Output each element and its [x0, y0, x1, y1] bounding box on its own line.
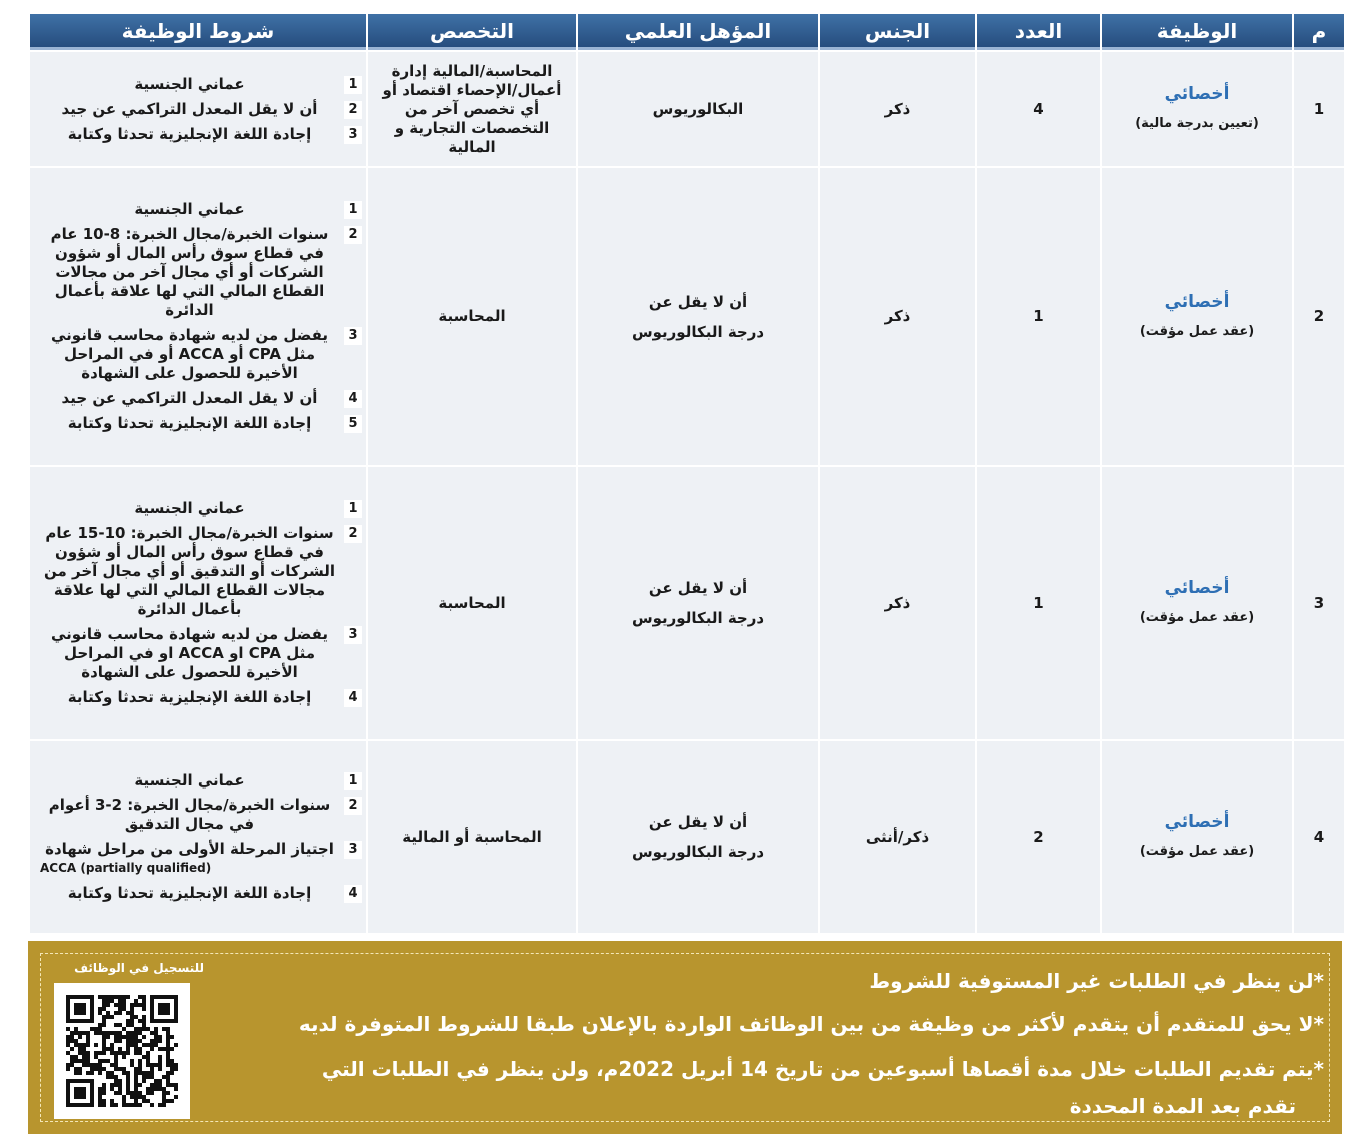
condition-item	[40, 771, 362, 790]
gender-cell: ذكر/أنثى	[820, 741, 975, 933]
qualification-line: أن لا يقل عن	[648, 292, 748, 311]
count-cell: 1	[977, 168, 1100, 465]
conditions-cell	[30, 467, 366, 739]
condition-text: إجادة اللغة الإنجليزية تحدثا وكتابة	[67, 414, 312, 432]
condition-number: 1	[344, 772, 362, 790]
condition-item	[40, 524, 362, 619]
table-row	[30, 168, 1344, 465]
condition-number: 3	[344, 126, 362, 144]
condition-item	[40, 796, 362, 834]
conditions-cell	[30, 52, 366, 166]
header-job: الوظيفة	[1102, 14, 1292, 50]
condition-text: يفضل من لديه شهادة محاسب قانوني مثل CPA او ACCA او في المراحل الأخيرة للحصول على الشهادة	[50, 625, 329, 681]
job-cell	[1102, 741, 1292, 933]
row-index: 3	[1294, 467, 1344, 739]
header-gender: الجنس	[820, 14, 975, 50]
job-title: أخصائي	[1164, 578, 1230, 598]
condition-item	[40, 125, 362, 144]
note-line: تقدم بعد المدة المحددة	[1069, 1094, 1296, 1118]
condition-number: 3	[344, 327, 362, 345]
condition-item	[40, 414, 362, 433]
job-type: (تعيين بدرجة مالية)	[1135, 116, 1259, 131]
condition-item	[40, 884, 362, 903]
condition-number: 3	[344, 841, 362, 859]
job-title: أخصائي	[1164, 84, 1230, 104]
condition-number: 1	[344, 76, 362, 94]
condition-text: عماني الجنسية	[134, 74, 245, 93]
job-cell	[1102, 467, 1292, 739]
condition-text: سنوات الخبرة/مجال الخبرة: 8-10 عام في قطاع سوق رأس المال أو شؤون الشركات أو أي مجال آخر من مجالات القطاع المالي التي لها علاقة بأعمال الدائرة	[50, 225, 329, 319]
specialization-cell: المحاسبة	[368, 467, 576, 739]
table-header-row	[30, 14, 1344, 50]
qualification-line: أن لا يقل عن	[648, 579, 748, 597]
condition-text: أن لا يقل المعدل التراكمي عن جيد	[61, 99, 318, 118]
condition-text: عماني الجنسية	[134, 499, 245, 517]
qualification-cell	[578, 52, 818, 166]
condition-item	[40, 326, 362, 383]
condition-number: 1	[344, 201, 362, 219]
job-cell	[1102, 168, 1292, 465]
condition-number: 4	[344, 885, 362, 903]
row-index: 1	[1294, 52, 1344, 166]
condition-subtext: ACCA (partially qualified)	[40, 861, 212, 875]
condition-number: 1	[344, 500, 362, 518]
condition-text: عماني الجنسية	[134, 771, 245, 789]
condition-text: أن لا يقل المعدل التراكمي عن جيد	[61, 389, 318, 407]
header-qualification: المؤهل العلمي	[578, 14, 818, 50]
specialization-cell: المحاسبة أو المالية	[368, 741, 576, 933]
condition-number: 2	[344, 101, 362, 119]
condition-item	[40, 688, 362, 707]
conditions-cell	[30, 168, 366, 465]
note-line: *لا يحق للمتقدم أن يتقدم لأكثر من وظيفة من بين الوظائف الواردة بالإعلان طبقا للشروط المتوفرة لديه	[298, 1012, 1324, 1036]
condition-text: إجادة اللغة الإنجليزية تحدثا وكتابة	[67, 688, 312, 706]
condition-number: 4	[344, 689, 362, 707]
gender-cell: ذكر	[820, 467, 975, 739]
note-line: *يتم تقديم الطلبات خلال مدة أقصاها أسبوعين من تاريخ 14 أبريل 2022م، ولن ينظر في الطلبات التي	[321, 1057, 1324, 1081]
header-conditions: شروط الوظيفة	[30, 14, 366, 50]
jobs-table	[28, 12, 1346, 935]
condition-text: سنوات الخبرة/مجال الخبرة: 2-3 أعوام في مجال التدقيق	[48, 796, 331, 833]
qualification-cell	[578, 168, 818, 465]
table-row	[30, 52, 1344, 166]
qualification-line: درجة البكالوريوس	[631, 609, 765, 627]
condition-item	[40, 225, 362, 320]
condition-item	[40, 389, 362, 408]
job-title: أخصائي	[1164, 812, 1230, 832]
condition-text: سنوات الخبرة/مجال الخبرة: 10-15 عام في قطاع سوق رأس المال أو شؤون الشركات أو التدقيق أو أي مجال آخر من مجالات القطاع المالي التي لها علاقة بأعمال الدائرة	[43, 524, 335, 618]
job-type: (عقد عمل مؤقت)	[1139, 610, 1255, 625]
condition-number: 2	[344, 226, 362, 244]
job-cell	[1102, 52, 1292, 166]
count-cell: 4	[977, 52, 1100, 166]
qualification-line: البكالوريوس	[652, 100, 744, 118]
job-type: (عقد عمل مؤقت)	[1139, 323, 1255, 339]
condition-item	[40, 200, 362, 219]
condition-item	[40, 75, 362, 94]
header-specialization: التخصص	[368, 14, 576, 50]
condition-item	[40, 100, 362, 119]
table-row	[30, 467, 1344, 739]
condition-number: 2	[344, 525, 362, 543]
notes-footer	[28, 941, 1342, 1134]
condition-number: 4	[344, 390, 362, 408]
qualification-line: درجة البكالوريوس	[631, 843, 765, 861]
qualification-cell	[578, 741, 818, 933]
qr-label: للتسجيل في الوظائف	[74, 961, 204, 975]
specialization-cell: المحاسبة/المالية إدارة أعمال/الإحصاء اقتصاد أو أي تخصص آخر من التخصصات التجارية و المالية	[368, 52, 576, 166]
condition-text-main: اجتياز المرحلة الأولى من مراحل شهادة	[45, 840, 334, 858]
specialization-cell: المحاسبة	[368, 168, 576, 465]
condition-number: 5	[344, 415, 362, 433]
condition-item	[40, 840, 362, 878]
header-count: العدد	[977, 14, 1100, 50]
condition-text: إجادة اللغة الإنجليزية تحدثا وكتابة	[67, 884, 312, 902]
registration-qr-code[interactable]	[54, 983, 190, 1119]
condition-number: 3	[344, 626, 362, 644]
qualification-line: درجة البكالوريوس	[631, 322, 765, 341]
job-type: (عقد عمل مؤقت)	[1139, 844, 1255, 859]
condition-text: إجادة اللغة الإنجليزية تحدثا وكتابة	[67, 124, 312, 143]
header-index: م	[1294, 14, 1344, 50]
condition-text: عماني الجنسية	[134, 200, 245, 218]
job-title: أخصائي	[1164, 291, 1230, 312]
table-row	[30, 741, 1344, 933]
gender-cell: ذكر	[820, 168, 975, 465]
qualification-cell	[578, 467, 818, 739]
row-index: 2	[1294, 168, 1344, 465]
condition-item	[40, 625, 362, 682]
note-line: *لن ينظر في الطلبات غير المستوفية للشروط	[869, 969, 1324, 993]
condition-number: 2	[344, 797, 362, 815]
count-cell: 2	[977, 741, 1100, 933]
conditions-cell	[30, 741, 366, 933]
gender-cell: ذكر	[820, 52, 975, 166]
qualification-line: أن لا يقل عن	[648, 813, 748, 831]
condition-text: يفضل من لديه شهادة محاسب قانوني مثل CPA أو ACCA أو في المراحل الأخيرة للحصول على الشهادة	[50, 326, 329, 382]
condition-item	[40, 499, 362, 518]
condition-text	[40, 840, 339, 878]
row-index: 4	[1294, 741, 1344, 933]
qr-code-icon	[66, 995, 178, 1107]
count-cell: 1	[977, 467, 1100, 739]
